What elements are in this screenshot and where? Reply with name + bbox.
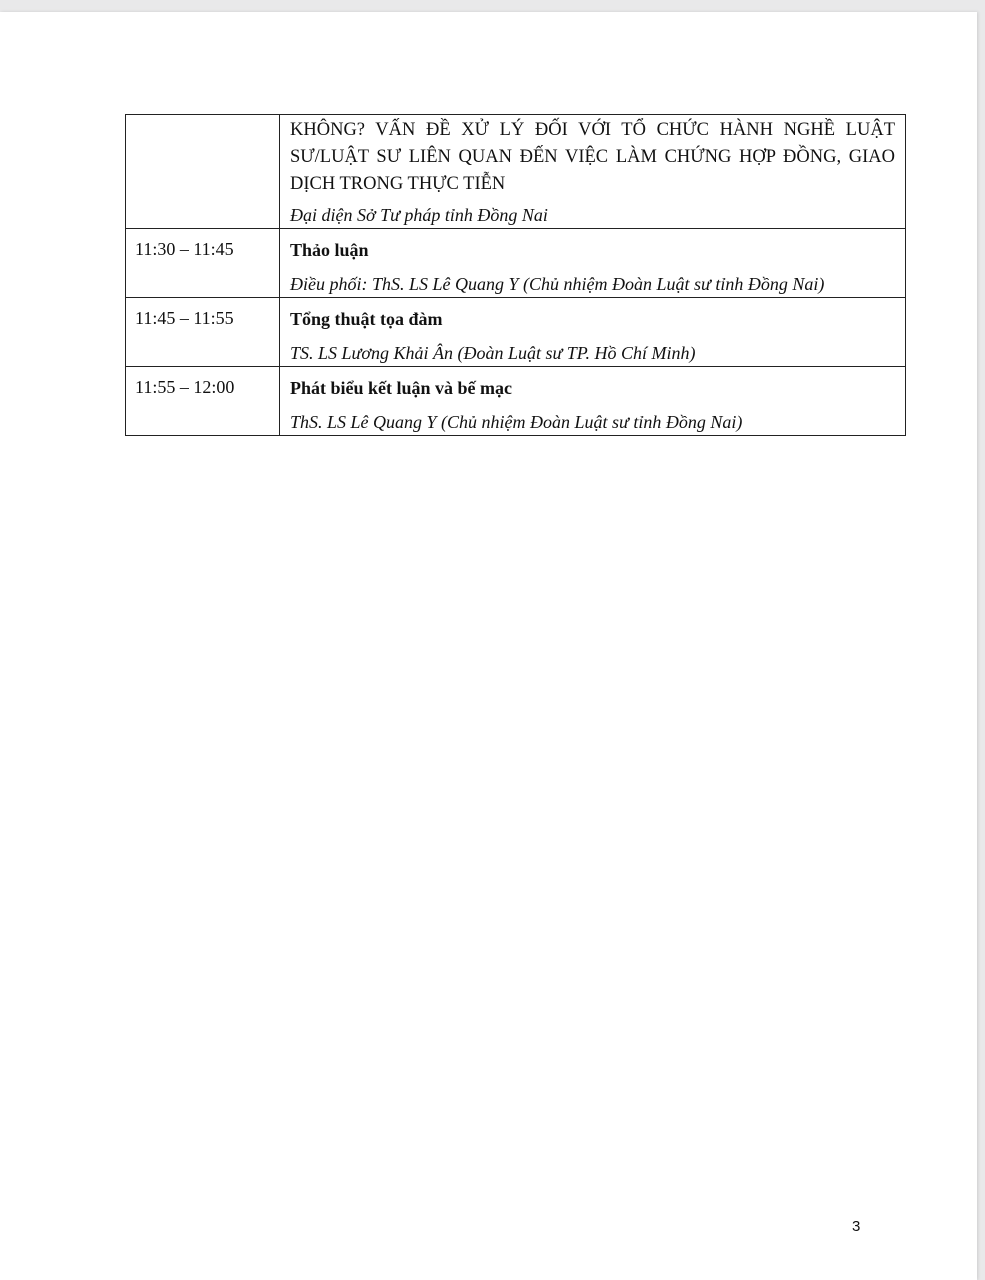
- agenda-speaker: Đại diện Sở Tư pháp tỉnh Đồng Nai: [290, 205, 548, 225]
- document-page: [0, 12, 977, 1280]
- agenda-row: [126, 367, 906, 436]
- agenda-time: 11:30 – 11:45: [126, 229, 280, 298]
- agenda-topic: Phát biểu kết luận và bế mạc: [290, 378, 513, 398]
- agenda-topic: Tổng thuật tọa đàm: [290, 309, 443, 329]
- agenda-speaker: TS. LS Lương Khải Ân (Đoàn Luật sư TP. Hồ Chí Minh): [290, 343, 696, 363]
- agenda-speaker: ThS. LS Lê Quang Y (Chủ nhiệm Đoàn Luật sư tỉnh Đồng Nai): [290, 412, 743, 432]
- agenda-content: [280, 367, 906, 436]
- agenda-speaker: Điều phối: ThS. LS Lê Quang Y (Chủ nhiệm Đoàn Luật sư tỉnh Đồng Nai): [290, 274, 825, 294]
- agenda-table: [125, 114, 906, 436]
- agenda-time: 11:55 – 12:00: [126, 367, 280, 436]
- agenda-content: [280, 115, 906, 229]
- agenda-row: [126, 115, 906, 229]
- page-number: 3: [852, 1218, 861, 1235]
- agenda-topic: Thảo luận: [290, 240, 369, 260]
- agenda-time: [126, 115, 280, 229]
- agenda-row: [126, 229, 906, 298]
- agenda-content: [280, 229, 906, 298]
- agenda-topic: KHÔNG? VẤN ĐỀ XỬ LÝ ĐỐI VỚI TỔ CHỨC HÀNH NGHỀ LUẬT SƯ/LUẬT SƯ LIÊN QUAN ĐẾN VIỆC LÀM CHỨNG HỢP ĐỒNG, GIAO DỊCH TRONG THỰC TIỄN: [290, 120, 895, 194]
- agenda-content: [280, 298, 906, 367]
- agenda-time: 11:45 – 11:55: [126, 298, 280, 367]
- agenda-row: [126, 298, 906, 367]
